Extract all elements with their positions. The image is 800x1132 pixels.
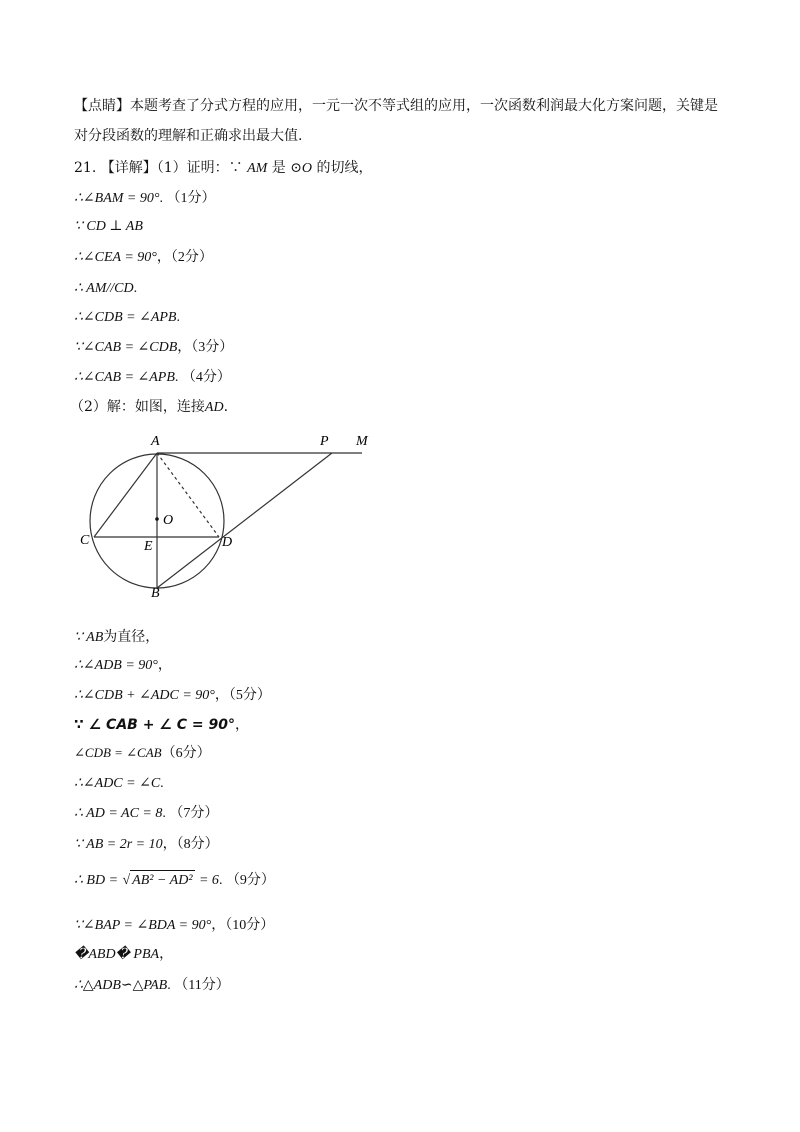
solve-9-radicand: AB² − AD²	[130, 870, 194, 891]
solve-5-note: （6分）	[161, 746, 211, 761]
q21-heading	[74, 158, 373, 179]
step-6	[74, 337, 233, 358]
step-3-note: ，（2分）	[156, 250, 213, 265]
solve-10	[74, 915, 274, 936]
step-2-math: ∵ CD ⊥ AB	[74, 219, 143, 234]
label-o: O	[163, 513, 174, 528]
label-c: C	[80, 533, 90, 548]
part-2-ad: AD	[204, 400, 224, 415]
summary-line-2: 对分段函数的理解和正确求出最大值.	[74, 128, 303, 144]
solve-5-math: ∠CDB = ∠CAB	[74, 745, 162, 760]
solve-7-math: ∴ AD = AC = 8	[74, 806, 163, 821]
solve-7	[74, 803, 218, 824]
solve-11-math: �ABD� PBA	[74, 947, 160, 962]
solve-9-pre: ∴ BD =	[74, 873, 119, 888]
solve-3-math: ∴∠CDB + ∠ADC = 90°	[74, 688, 215, 703]
label-b: B	[151, 586, 160, 601]
geometry-figure	[0, 420, 800, 620]
step-3-math: ∴∠CEA = 90°	[74, 250, 157, 265]
solve-8-math: ∵ AB = 2r = 10	[74, 837, 163, 852]
step-4-math: ∴ AM//CD	[74, 281, 134, 296]
part-2-text: （2）解：如图，连接	[70, 399, 205, 415]
step-5-math: ∴∠CDB = ∠APB	[74, 310, 177, 325]
solve-2-math: ∴∠ADB = 90°	[74, 658, 158, 673]
q21-is: 是	[271, 160, 286, 176]
solve-8	[74, 834, 219, 855]
step-6-note: ，（3分）	[177, 340, 234, 355]
step-3	[74, 247, 213, 268]
step-7	[74, 367, 231, 388]
solve-2	[74, 655, 172, 676]
q21-tail: 的切线，	[316, 160, 373, 176]
solve-8-note: ，（8分）	[162, 837, 219, 852]
step-2	[74, 216, 143, 237]
summary-line-1: 【点睛】本题考查了分式方程的应用，一元一次不等式组的应用，一次函数利润最大化方案问题，关键是	[74, 98, 718, 114]
step-4-note: .	[133, 281, 138, 296]
q21-am: AM	[247, 161, 268, 176]
solve-10-note: ，（10分）	[211, 918, 275, 933]
solve-12-note: . （11分）	[167, 978, 230, 993]
part-2-end: .	[223, 399, 229, 415]
solve-1-math: ∵ AB	[74, 630, 104, 645]
center-point-o	[155, 517, 159, 521]
solve-10-math: ∵∠BAP = ∠BDA = 90°	[74, 918, 212, 933]
segment-ac	[94, 453, 157, 537]
label-p: P	[320, 434, 329, 449]
solve-9-post: = 6	[198, 873, 219, 888]
q21-circle: ⊙O	[290, 161, 313, 176]
part-2-heading	[70, 397, 228, 418]
solve-4-note: ，	[234, 718, 249, 733]
label-m: M	[356, 434, 368, 449]
step-7-note: . （4分）	[174, 370, 231, 385]
label-e: E	[144, 539, 153, 554]
label-a: A	[151, 434, 160, 449]
solve-1	[74, 627, 159, 648]
solve-11-note: ，	[159, 947, 174, 962]
step-5	[74, 307, 180, 328]
solve-4	[74, 715, 249, 736]
solve-4-math: ∵ ∠ CAB + ∠ C = 90°	[74, 717, 235, 733]
step-1	[74, 188, 215, 209]
q21-heading-text: 21. 【详解】（1）证明：∵	[74, 160, 243, 176]
solve-7-note: . （7分）	[162, 806, 219, 821]
solve-12-math: ∴△ADB∽△PAB	[74, 978, 168, 993]
solve-12	[74, 975, 230, 996]
solve-6-note: .	[160, 776, 164, 791]
label-d: D	[222, 535, 233, 550]
step-4	[74, 278, 137, 299]
solve-6	[74, 773, 164, 794]
solve-2-note: ，	[157, 658, 172, 673]
solve-9	[74, 870, 275, 891]
sqrt-sign: √	[122, 873, 131, 888]
solve-3	[74, 685, 271, 706]
step-7-math: ∴∠CAB = ∠APB	[74, 370, 175, 385]
solve-6-math: ∴∠ADC = ∠C	[74, 776, 161, 791]
step-6-math: ∵∠CAB = ∠CDB	[74, 340, 178, 355]
solve-9-note: . （9分）	[218, 873, 275, 888]
solve-11	[74, 944, 173, 965]
step-1-note: . （1分）	[159, 191, 216, 206]
segment-bp	[157, 453, 332, 588]
solve-5	[74, 743, 211, 764]
step-5-note: .	[176, 310, 180, 325]
solve-1-note: 为直径，	[103, 629, 160, 645]
solve-3-note: ，（5分）	[214, 688, 271, 703]
step-1-math: ∴∠BAM = 90°	[74, 191, 160, 206]
